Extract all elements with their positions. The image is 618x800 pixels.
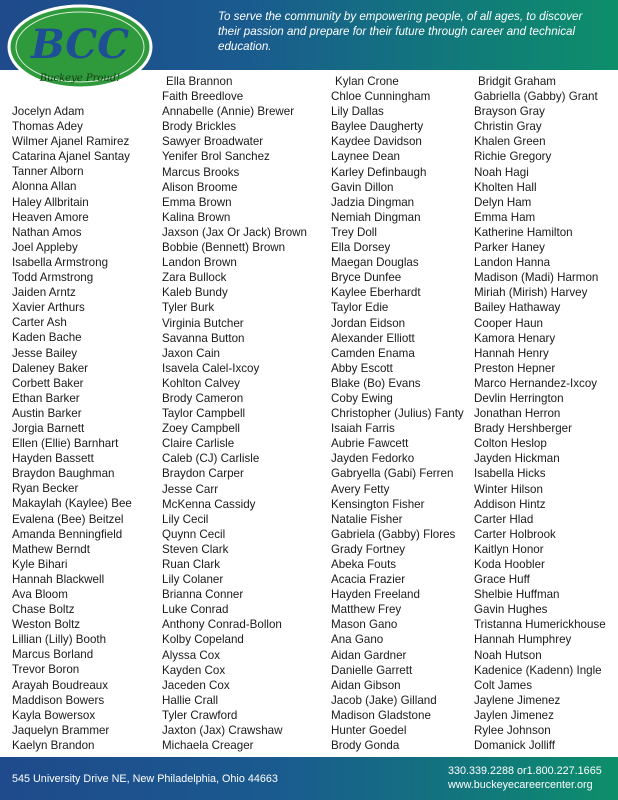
student-name: Abby Escott: [331, 361, 393, 375]
student-name: Kaydee Davidson: [331, 135, 422, 149]
student-name: Khalen Green: [474, 135, 546, 149]
student-name: Kadenice (Kadenn) Ingle: [474, 663, 602, 677]
student-name: Brianna Conner: [162, 588, 244, 602]
student-name: Savanna Button: [162, 331, 245, 345]
student-name: Colt James: [474, 678, 532, 692]
student-name: Ruan Clark: [162, 558, 220, 571]
student-name: Nemiah Dingman: [331, 210, 421, 224]
student-name: Daleney Baker: [12, 361, 89, 375]
student-name: Koda Hoobler: [474, 558, 545, 571]
student-name: Brody Gonda: [331, 739, 400, 753]
student-name: Emma Ham: [474, 210, 536, 224]
student-name: Jaylen Jimenez: [474, 708, 554, 722]
student-name: Colton Heslop: [474, 437, 547, 451]
student-name: Blake (Bo) Evans: [331, 376, 421, 390]
student-name: Grady Fortney: [331, 542, 406, 556]
student-name: Jadzia Dingman: [331, 195, 415, 209]
student-name: Carter Ash: [12, 316, 67, 330]
student-name: Jordan Eidson: [331, 316, 406, 330]
student-name: Kensington Fisher: [331, 497, 425, 511]
student-name: Isavela Calel-Ixcoy: [162, 361, 260, 375]
student-name: Carter Hlad: [474, 512, 534, 526]
student-name: Winter Hilson: [474, 482, 543, 496]
student-name: Parker Haney: [474, 241, 545, 255]
student-name: Kolby Copeland: [162, 633, 244, 647]
student-name: Sawyer Broadwater: [162, 135, 264, 149]
student-name: Kholten Hall: [474, 180, 537, 194]
student-name: Haley Allbritain: [12, 195, 89, 209]
footer-address: 545 University Drive NE, New Philadelphia, Ohio 44663: [12, 773, 278, 785]
student-name: Alison Broome: [162, 180, 238, 194]
student-name: Ryan Becker: [12, 482, 79, 496]
student-name: Preston Hepner: [474, 361, 556, 375]
student-name: Kalina Brown: [162, 210, 231, 224]
student-name: Jesse Bailey: [12, 346, 78, 360]
student-name: Karley Definbaugh: [331, 165, 427, 179]
footer-contact: [448, 764, 602, 792]
student-name: Anthony Conrad-Bollon: [162, 618, 282, 632]
student-name: Thomas Adey: [12, 120, 83, 134]
student-name: Kaelyn Brandon: [12, 738, 95, 752]
footer-website: www.buckeyecareercenter.org: [448, 779, 593, 791]
student-name: Bobbie (Bennett) Brown: [162, 241, 286, 255]
logo-text: BCC: [30, 21, 130, 68]
student-name: Maegan Douglas: [331, 256, 419, 270]
student-name: Jaceden Cox: [162, 678, 230, 692]
student-name: Taylor Edie: [331, 301, 389, 315]
student-name: Mathew Berndt: [12, 542, 90, 556]
name-column-4: [474, 74, 606, 753]
student-name: Brody Cameron: [162, 391, 244, 405]
student-name: Chloe Cunningham: [331, 90, 431, 104]
student-name: Braydon Carper: [162, 467, 244, 481]
student-name: Abeka Fouts: [331, 558, 397, 571]
student-name: Ella Brannon: [166, 75, 233, 88]
student-name: Bryce Dunfee: [331, 271, 402, 285]
student-name: Austin Barker: [12, 406, 82, 420]
student-name: Alonna Allan: [12, 180, 77, 194]
student-name: Virginia Butcher: [162, 316, 244, 330]
student-name: Jaylene Jimenez: [474, 693, 561, 707]
student-name: Avery Fetty: [331, 482, 390, 496]
student-name: Heaven Amore: [12, 210, 89, 224]
student-name: Tristanna Humerickhouse: [474, 618, 606, 632]
student-name: Jocelyn Adam: [12, 105, 85, 118]
student-name: Domanick Jolliff: [474, 739, 555, 753]
student-name: Aidan Gardner: [331, 648, 407, 662]
student-name: Katherine Hamilton: [474, 225, 573, 239]
student-name: Aubrie Fawcett: [331, 437, 409, 451]
student-name: Kaylee Eberhardt: [331, 286, 421, 300]
student-name: Gabriella (Gabby) Grant: [474, 90, 598, 104]
student-name: Bailey Hathaway: [474, 301, 561, 315]
student-name: Jaiden Arntz: [12, 286, 76, 300]
student-name: Addison Hintz: [474, 497, 546, 511]
student-name: Tanner Alborn: [12, 165, 84, 179]
student-name: Jonathan Herron: [474, 407, 561, 421]
student-name: Jayden Fedorko: [331, 452, 415, 466]
student-name: Cooper Haun: [474, 316, 543, 330]
student-name: Delyn Ham: [474, 195, 532, 209]
student-name: Danielle Garrett: [331, 663, 413, 677]
student-name: Madison (Madi) Harmon: [474, 271, 599, 285]
student-name: Hannah Henry: [474, 346, 549, 360]
student-name: Natalie Fisher: [331, 512, 403, 526]
student-name: Jaquelyn Brammer: [12, 723, 110, 737]
student-name: Christin Gray: [474, 120, 542, 134]
student-name: Lily Cecil: [162, 512, 209, 526]
student-name: Kyle Bihari: [12, 557, 68, 571]
bcc-logo: [6, 3, 154, 91]
student-name: Noah Hutson: [474, 648, 542, 662]
student-name: Jesse Carr: [162, 482, 219, 496]
student-name: Hallie Crall: [162, 693, 219, 707]
student-name: Makaylah (Kaylee) Bee: [12, 497, 132, 511]
student-name: Gavin Dillon: [331, 180, 394, 194]
student-name: Nathan Amos: [12, 225, 82, 239]
student-name: Rylee Johnson: [474, 724, 551, 738]
student-name: Jaxon Cain: [162, 346, 221, 360]
student-name: Corbett Baker: [12, 376, 84, 390]
student-name: Arayah Boudreaux: [12, 678, 109, 692]
student-name: McKenna Cassidy: [162, 497, 256, 511]
student-name: Matthew Frey: [331, 603, 402, 617]
student-name: Marco Hernandez-Ixcoy: [474, 376, 598, 390]
student-name: Baylee Daugherty: [331, 120, 424, 134]
student-name: Steven Clark: [162, 542, 229, 556]
student-name: Gavin Hughes: [474, 603, 548, 617]
student-name: Bridgit Graham: [478, 75, 556, 88]
student-name: Landon Hanna: [474, 256, 551, 270]
student-name: Emma Brown: [162, 195, 232, 209]
mission-statement: To serve the community by empowering people, of all ages, to discover their passion and prepare for their future through career and technical education.: [218, 10, 583, 53]
student-name: Kayla Bowersox: [12, 708, 96, 722]
student-name: Wilmer Ajanel Ramirez: [12, 135, 130, 149]
student-name: Tyler Crawford: [162, 708, 238, 722]
student-name: Shelbie Huffman: [474, 588, 560, 602]
student-name: Mason Gano: [331, 618, 398, 632]
student-name: Isabella Armstrong: [12, 255, 109, 269]
student-name: Laynee Dean: [331, 150, 400, 164]
student-name: Richie Gregory: [474, 150, 552, 164]
student-name: Kamora Henary: [474, 331, 556, 345]
student-name: Xavier Arthurs: [12, 301, 85, 315]
student-name: Grace Huff: [474, 573, 530, 587]
student-name: Gabriela (Gabby) Flores: [331, 527, 456, 541]
student-name: Kaleb Bundy: [162, 286, 228, 300]
student-name: Hannah Blackwell: [12, 572, 105, 586]
student-name: Ava Bloom: [12, 588, 68, 601]
student-name: Brody Brickles: [162, 120, 237, 134]
student-name: Gabryella (Gabi) Ferren: [331, 467, 454, 481]
student-name: Landon Brown: [162, 256, 237, 270]
student-name: Hunter Goedel: [331, 724, 407, 738]
student-name: Weston Boltz: [12, 618, 81, 632]
student-name: Amanda Benningfield: [12, 527, 123, 541]
student-name: Kaitlyn Honor: [474, 542, 544, 556]
student-name: Marcus Borland: [12, 648, 94, 662]
student-name: Kayden Cox: [162, 663, 226, 677]
student-name: Aidan Gibson: [331, 678, 401, 692]
student-name: Jacob (Jake) Gilland: [331, 693, 437, 707]
student-name: Alexander Elliott: [331, 331, 415, 345]
student-name: Michaela Creager: [162, 739, 254, 753]
student-name: Taylor Campbell: [162, 407, 246, 421]
student-name: Carter Holbrook: [474, 527, 556, 541]
student-name: Miriah (Mirish) Harvey: [474, 286, 588, 300]
student-name: Hayden Bassett: [12, 452, 94, 466]
student-name: Lily Dallas: [331, 105, 384, 119]
student-name: Annabelle (Annie) Brewer: [162, 105, 295, 119]
student-name: Luke Conrad: [162, 603, 229, 617]
student-name: Zara Bullock: [162, 271, 227, 285]
student-name: Jayden Hickman: [474, 452, 560, 466]
student-name: Jorgia Barnett: [12, 421, 85, 435]
student-name: Kylan Crone: [335, 75, 399, 88]
student-name: Noah Hagi: [474, 165, 529, 179]
student-name: Ella Dorsey: [331, 241, 391, 255]
student-name: Brayson Gray: [474, 105, 545, 119]
student-name: Maddison Bowers: [12, 693, 105, 707]
student-name: Faith Breedlove: [162, 90, 244, 104]
student-name: Todd Armstrong: [12, 271, 94, 285]
name-column-2: [162, 74, 307, 753]
student-name: Jaxson (Jax Or Jack) Brown: [162, 225, 307, 239]
student-name: Joel Appleby: [12, 240, 78, 254]
student-name: Zoey Campbell: [162, 422, 240, 436]
student-name: Devlin Herrington: [474, 391, 564, 405]
footer-banner: [0, 757, 618, 800]
student-name: Lily Colaner: [162, 573, 224, 587]
student-name: Trevor Boron: [12, 663, 80, 677]
student-name: Marcus Brooks: [162, 165, 240, 179]
student-name: Ana Gano: [331, 633, 384, 647]
footer-phone: 330.339.2288 or1.800.227.1665: [448, 765, 602, 777]
student-name: Kaden Bache: [12, 331, 82, 345]
student-name: Jaxton (Jax) Crawshaw: [162, 724, 283, 738]
student-name: Trey Doll: [331, 225, 377, 239]
student-name: Hannah Humphrey: [474, 633, 572, 647]
student-name: Catarina Ajanel Santay: [12, 150, 130, 164]
student-name: Caleb (CJ) Carlisle: [162, 452, 260, 466]
student-name: Alyssa Cox: [162, 648, 220, 662]
student-name: Tyler Burk: [162, 301, 215, 315]
logo-tagline: Buckeye Proud!: [39, 73, 121, 84]
student-name: Christopher (Julius) Fanty: [331, 407, 464, 421]
student-name: Camden Enama: [331, 346, 415, 360]
student-name: Coby Ewing: [331, 391, 393, 405]
student-name: Isaiah Farris: [331, 422, 395, 436]
student-name: Quynn Cecil: [162, 527, 226, 541]
student-name: Ellen (Ellie) Barnhart: [12, 437, 119, 451]
student-name: Chase Boltz: [12, 603, 75, 617]
student-name: Lillian (Lilly) Booth: [12, 633, 107, 647]
student-name: Braydon Baughman: [12, 467, 115, 481]
student-name: Isabella Hicks: [474, 467, 546, 481]
student-name: Madison Gladstone: [331, 708, 431, 722]
student-name: Kohlton Calvey: [162, 376, 240, 390]
student-name: Claire Carlisle: [162, 437, 235, 451]
name-column-1: [12, 104, 132, 753]
name-column-3: [331, 74, 464, 753]
student-name: Brady Hershberger: [474, 422, 572, 436]
student-name: Evalena (Bee) Beitzel: [12, 512, 124, 526]
student-name: Yenifer Brol Sanchez: [162, 150, 270, 164]
student-name: Acacia Frazier: [331, 573, 406, 587]
student-name: Ethan Barker: [12, 391, 80, 405]
student-name: Hayden Freeland: [331, 588, 420, 602]
